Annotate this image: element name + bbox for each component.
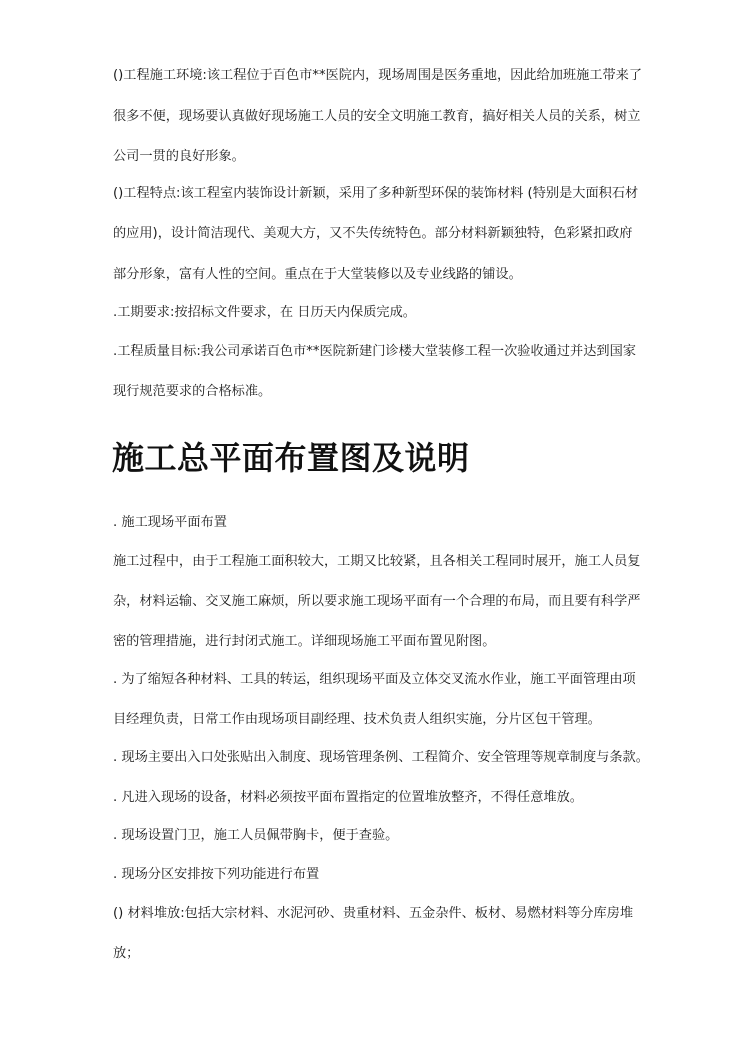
point-5: . 现场分区安排按下列功能进行布置 <box>113 867 320 882</box>
section-intro-line-1: 施工过程中，由于工程施工面积较大，工期又比较紧，且各相关工程同时展开，施工人员复 <box>113 554 641 569</box>
paragraph-features-line-1: ()工程特点:该工程室内装饰设计新颖，采用了多种新型环保的装饰材料 (特别是大面积石材 <box>113 186 639 201</box>
point-6-line-1: () 材料堆放:包括大宗材料、水泥河砂、贵重材料、五金杂件、板材、易燃材料等分库房堆 <box>113 906 634 921</box>
paragraph-environment-line-2: 很多不便，现场要认真做好现场施工人员的安全文明施工教育，搞好相关人员的关系，树立 <box>113 109 641 124</box>
section-heading: 施工总平面布置图及说明 <box>112 439 470 477</box>
point-3: . 凡进入现场的设备，材料必须按平面布置指定的位置堆放整齐，不得任意堆放。 <box>113 790 583 805</box>
point-4: . 现场设置门卫，施工人员佩带胸卡，便于查验。 <box>113 828 399 843</box>
section-intro-line-2: 杂，材料运输、交叉施工麻烦，所以要求施工现场平面有一个合理的布局，而且要有科学严 <box>113 594 641 609</box>
point-2: . 现场主要出入口处张贴出入制度、现场管理条例、工程简介、安全管理等规章制度与条款。 <box>113 750 649 765</box>
point-6-line-2: 放； <box>113 946 140 961</box>
paragraph-environment-line-1: ()工程施工环境:该工程位于百色市**医院内，现场周围是医务重地，因此给加班施工带来了 <box>113 68 643 83</box>
section-intro-line-3: 密的管理措施，进行封闭式施工。详细现场施工平面布置见附图。 <box>113 634 496 649</box>
point-1-line-2: 目经理负责，日常工作由现场项目副经理、技术负责人组织实施，分片区包干管理。 <box>113 712 601 727</box>
section-subtitle: . 施工现场平面布置 <box>113 515 227 530</box>
paragraph-features-line-3: 部分形象，富有人性的空间。重点在于大堂装修以及专业线路的铺设。 <box>113 267 522 282</box>
paragraph-schedule-line-1: .工期要求:按招标文件要求，在 日历天内保质完成。 <box>113 305 416 320</box>
paragraph-features-line-2: 的应用)，设计简洁现代、美观大方，又不失传统特色。部分材料新颖独特，色彩紧扣政府 <box>113 226 633 241</box>
point-1-line-1: . 为了缩短各种材料、工具的转运，组织现场平面及立体交叉流水作业，施工平面管理由项 <box>113 672 636 687</box>
paragraph-environment-line-3: 公司一贯的良好形象。 <box>113 149 245 164</box>
paragraph-quality-line-1: .工程质量目标:我公司承诺百色市**医院新建门诊楼大堂装修工程一次验收通过并达到国家 <box>113 344 636 359</box>
paragraph-quality-line-2: 现行规范要求的合格标准。 <box>113 384 272 399</box>
